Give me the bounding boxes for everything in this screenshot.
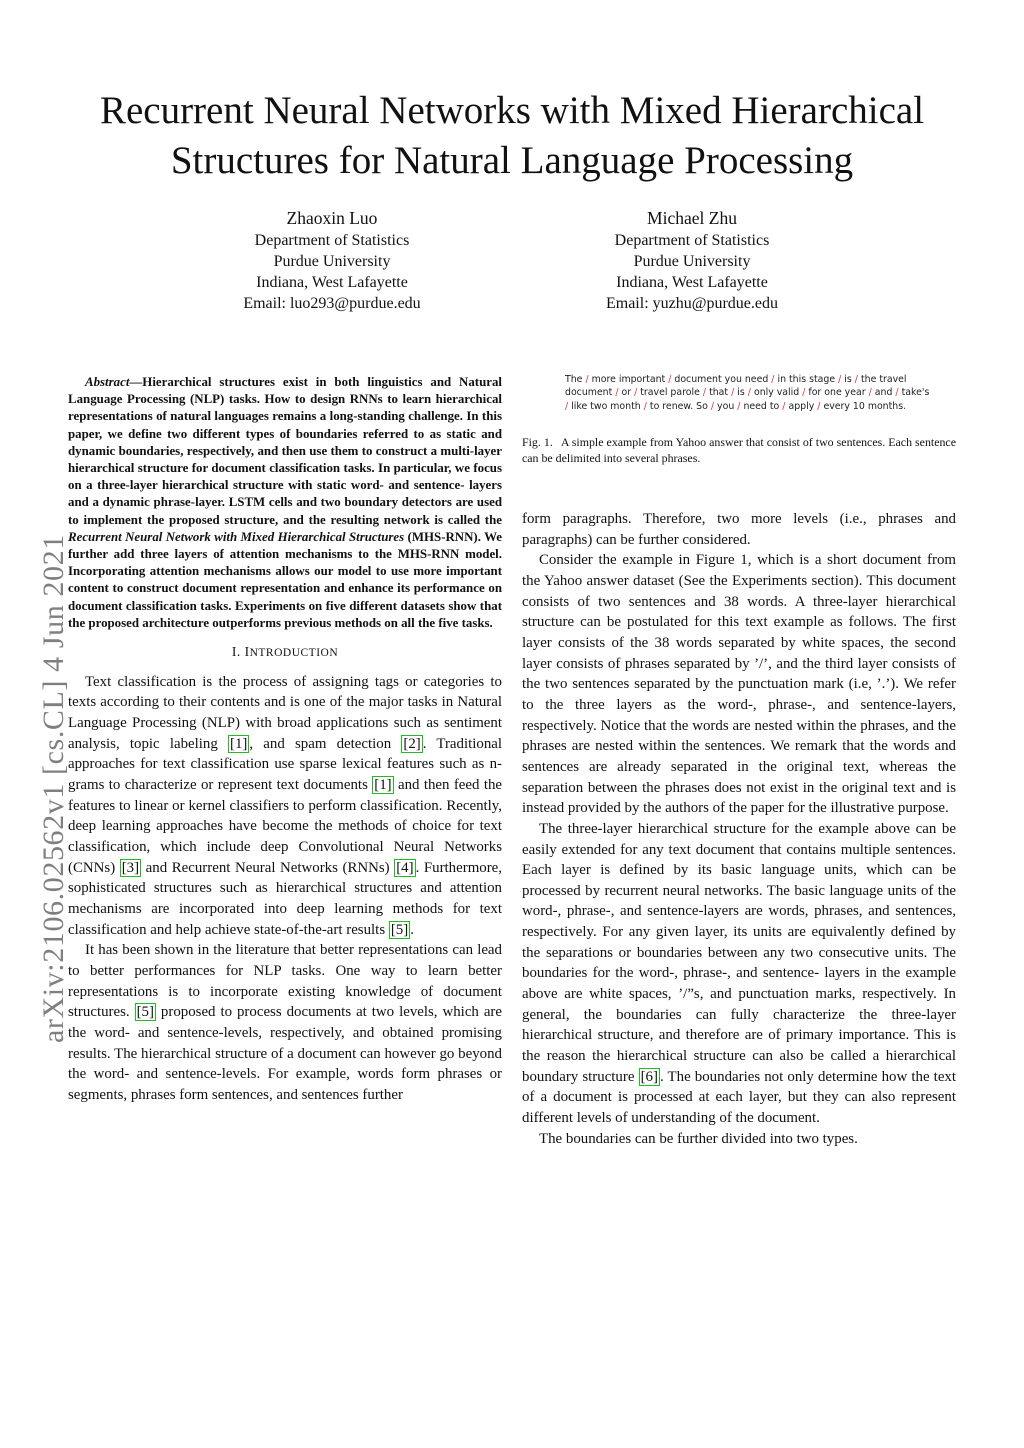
right-paragraph-0: form paragraphs. Therefore, two more levels (i.e., phrases and paragraphs) can be further considered. [522,511,956,548]
author-university: Purdue University [633,253,751,270]
citation-link[interactable]: [4] [396,859,414,876]
paper-title: Recurrent Neural Networks with Mixed Hierarchical Structures for Natural Language Processing [99,89,925,182]
figure-line-1 [565,373,945,386]
paragraph-text: Text classification is the process of assigning tags or categories to texts according to their contents and is one of the major tasks in Natural Language Processing (NLP) with broad applications such as sentiment analysis, topic labeling [68,673,502,752]
phrase-separator: / [668,374,672,385]
intro-paragraph-1 [68,672,502,941]
caption-label: Fig. 1. [522,435,553,449]
author-department: Department of Statistics [614,232,770,249]
author-email: Email: yuzhu@purdue.edu [605,295,779,312]
phrase: The [565,374,583,385]
phrase: to renew. So [649,400,708,412]
phrase: for one year [808,387,866,399]
intro-paragraph-2 [68,940,502,1105]
abstract-label: Abstract [85,375,130,389]
phrase-separator: / [731,387,735,399]
phrase-separator: / [817,400,821,412]
section-heading [68,642,502,664]
phrase: and [874,387,893,399]
phrase-separator: / [854,374,858,385]
paragraph-text: and then feed the features to linear or kernel classifiers to perform classification. Recently, deep learning approaches have become the methods of choice for text classification, which include deep Convolutional Neural Networks (CNNs) [68,776,503,876]
phrase-separator: / [802,387,806,399]
phrase-separator: / [702,387,707,399]
author-location: Indiana, West Lafayette [616,274,768,291]
phrase-separator: / [565,400,569,412]
phrase: travel parole [640,387,700,399]
phrase: every 10 months. [823,400,907,412]
author-location: Indiana, West Lafayette [256,274,408,291]
paragraph-text: . Traditional approaches for text classification use sparse lexical features such as n-grams to characterize or represent text documents [68,735,503,793]
phrase: you [717,400,735,412]
phrase-separator: / [615,387,619,399]
phrase: the travel [860,374,907,385]
phrase: apply [788,400,815,412]
figure-line-3 [565,400,945,413]
phrase: document you need [674,374,769,385]
phrase: that [709,387,729,399]
section-title-initial: I [244,644,250,660]
left-column [68,374,502,1105]
paragraph-text: , and spam detection [249,735,402,752]
phrase-separator: / [710,400,715,412]
phrase: take's [901,387,930,399]
phrase-separator: / [747,387,751,399]
arxiv-identifier: arXiv:2106.02562v1 [cs.CL] 4 Jun 2021 [37,534,70,1043]
phrase-separator: / [634,387,638,399]
phrase-separator: / [737,400,741,412]
phrase-separator: / [895,387,899,399]
figure-1-caption [522,434,956,466]
citation-link[interactable]: [2] [403,735,421,752]
phrase: more important [591,374,666,385]
phrase-separator: / [868,387,872,399]
paragraph-text: It has been shown in the literature that better representations can lead to better performances for NLP tasks. One way to learn better representations is to incorporate existing knowledge of document structures. [68,942,502,1021]
section-title-rest: NTRODUCTION [249,647,339,660]
author-email: Email: luo293@purdue.edu [243,295,421,312]
phrase: need to [743,400,780,412]
citation-link[interactable]: [5] [390,921,409,938]
phrase-separator: / [838,374,842,385]
paragraph-text: The three-layer hierarchical structure for the example above can be easily extended for any text document that contains multiple sentences. Each layer is defined by its basic language units, which can be processed by recurrent neural networks. The basic language units of the word-, phrase-, and sentence-layers are words, phrases, and sentences, respectively. For any given layer, its units are equivalently defined by the separations or boundaries between any two consecutive units. The boundaries for the word-, phrase-, and sentence- layers in the example above are white spaces, ’/”s, and punctuation marks, respectively. In general, the boundaries can fully characterize the three-layer hierarchical structure, and therefore are of primary importance. This is the reason the hierarchical structure can also be called a hierarchical boundary structure [522,820,956,1085]
citation-link[interactable]: [5] [136,1004,154,1021]
abstract [68,374,502,632]
right-paragraph-2 [522,819,956,1129]
paragraph-text: . [410,921,414,938]
phrase: document [565,387,613,399]
author-block-1 [152,207,512,314]
phrase: like two month [571,400,641,412]
phrase-separator: / [643,400,647,412]
phrase: only valid [753,387,800,399]
citation-link[interactable]: [1] [230,735,248,752]
phrase: is [844,374,852,385]
abstract-model-name: Recurrent Neural Network with Mixed Hierarchical Structures [68,529,405,544]
right-paragraph-1: Consider the example in Figure 1, which is a short document from the Yahoo answer dataset (See the Experiments section). This document consists of two sentences and 38 words. A three-layer hierarchical structure can be postulated for this text example as follows. The first layer consists of the 38 words separated by white spaces, the second layer consists of phrases separated by ’/’, and the third layer consists of the two sentences separated by the punctuation mark (i.e, ’.’). We refer to the three layers as the word-, phrase-, and sentence-layers, respectively. Notice that the words are nested within the phrases, and the phrases are nested within the sentences. We remark that the words and sentences are already separated in the original text, whereas the separation between the phrases does not exist in the original text and is instead provided by the authors of the paper for the illustrative purpose. [522,552,956,817]
author-block-2 [512,207,872,314]
author-name: Michael Zhu [647,208,737,228]
figure-1-example [565,373,945,413]
section-number: I. [231,644,245,660]
phrase-separator: / [782,400,786,412]
abstract-text: (MHS-RNN). We further add three layers of attention mechanisms to the MHS-RNN model. Incorporating attention mechanisms allows our model to use more important content to construct document representation and enhance its performance on document classification tasks. Experiments on five different datasets show that the proposed architecture outperforms previous methods on all the five tasks. [68,529,502,630]
author-department: Department of Statistics [254,232,410,249]
figure-line-2 [565,386,945,399]
abstract-text: —Hierarchical structures exist in both linguistics and Natural Language Processing (NLP) tasks. How to design RNNs to learn hierarchical representations of natural languages remains a long-standing challenge. In this paper, we define two different types of boundaries referred to as static and dynamic boundaries, respectively, and then use them to construct a multi-layer hierarchical structure for document classification tasks. In particular, we focus on a three-layer hierarchical structure with static word- and sentence- layers and a dynamic phrase-layer. LSTM cells and two boundary detectors are used to implement the proposed structure, and the resulting network is called the [68,375,502,527]
citation-link[interactable]: [3] [121,859,140,876]
citation-link[interactable]: [6] [640,1068,658,1085]
phrase: in this stage [777,374,836,385]
paragraph-text: proposed to process documents at two levels, which are the word- and sentence-levels, respectively, and obtained promising results. The hierarchical structure of a document can however go beyond the word- and sentence-levels. For example, words form phrases or segments, phrases form sentences, and sentences further [68,1004,503,1103]
phrase-separator: / [771,374,775,385]
author-name: Zhaoxin Luo [286,208,378,228]
paragraph-text: and Recurrent Neural Networks (RNNs) [141,859,395,876]
right-column [522,509,956,1149]
paragraph-text: . The boundaries not only determine how the text of a document is processed at each layer, but they can also represent different levels of understanding of the document. [522,1068,957,1127]
right-paragraph-3: The boundaries can be further divided into two types. [539,1130,858,1147]
author-university: Purdue University [273,253,391,270]
paragraph-text: . Furthermore, sophisticated structures such as hierarchical structures and attention mechanisms are incorporated into deep learning methods for text classification and help achieve state-of-the-art results [68,859,503,938]
citation-link[interactable]: [1] [374,776,392,793]
caption-text: A simple example from Yahoo answer that consist of two sentences. Each sentence can be delimited into several phrases. [522,435,956,465]
phrase: is [737,387,745,399]
phrase: or [621,387,632,399]
phrase-separator: / [585,374,589,385]
